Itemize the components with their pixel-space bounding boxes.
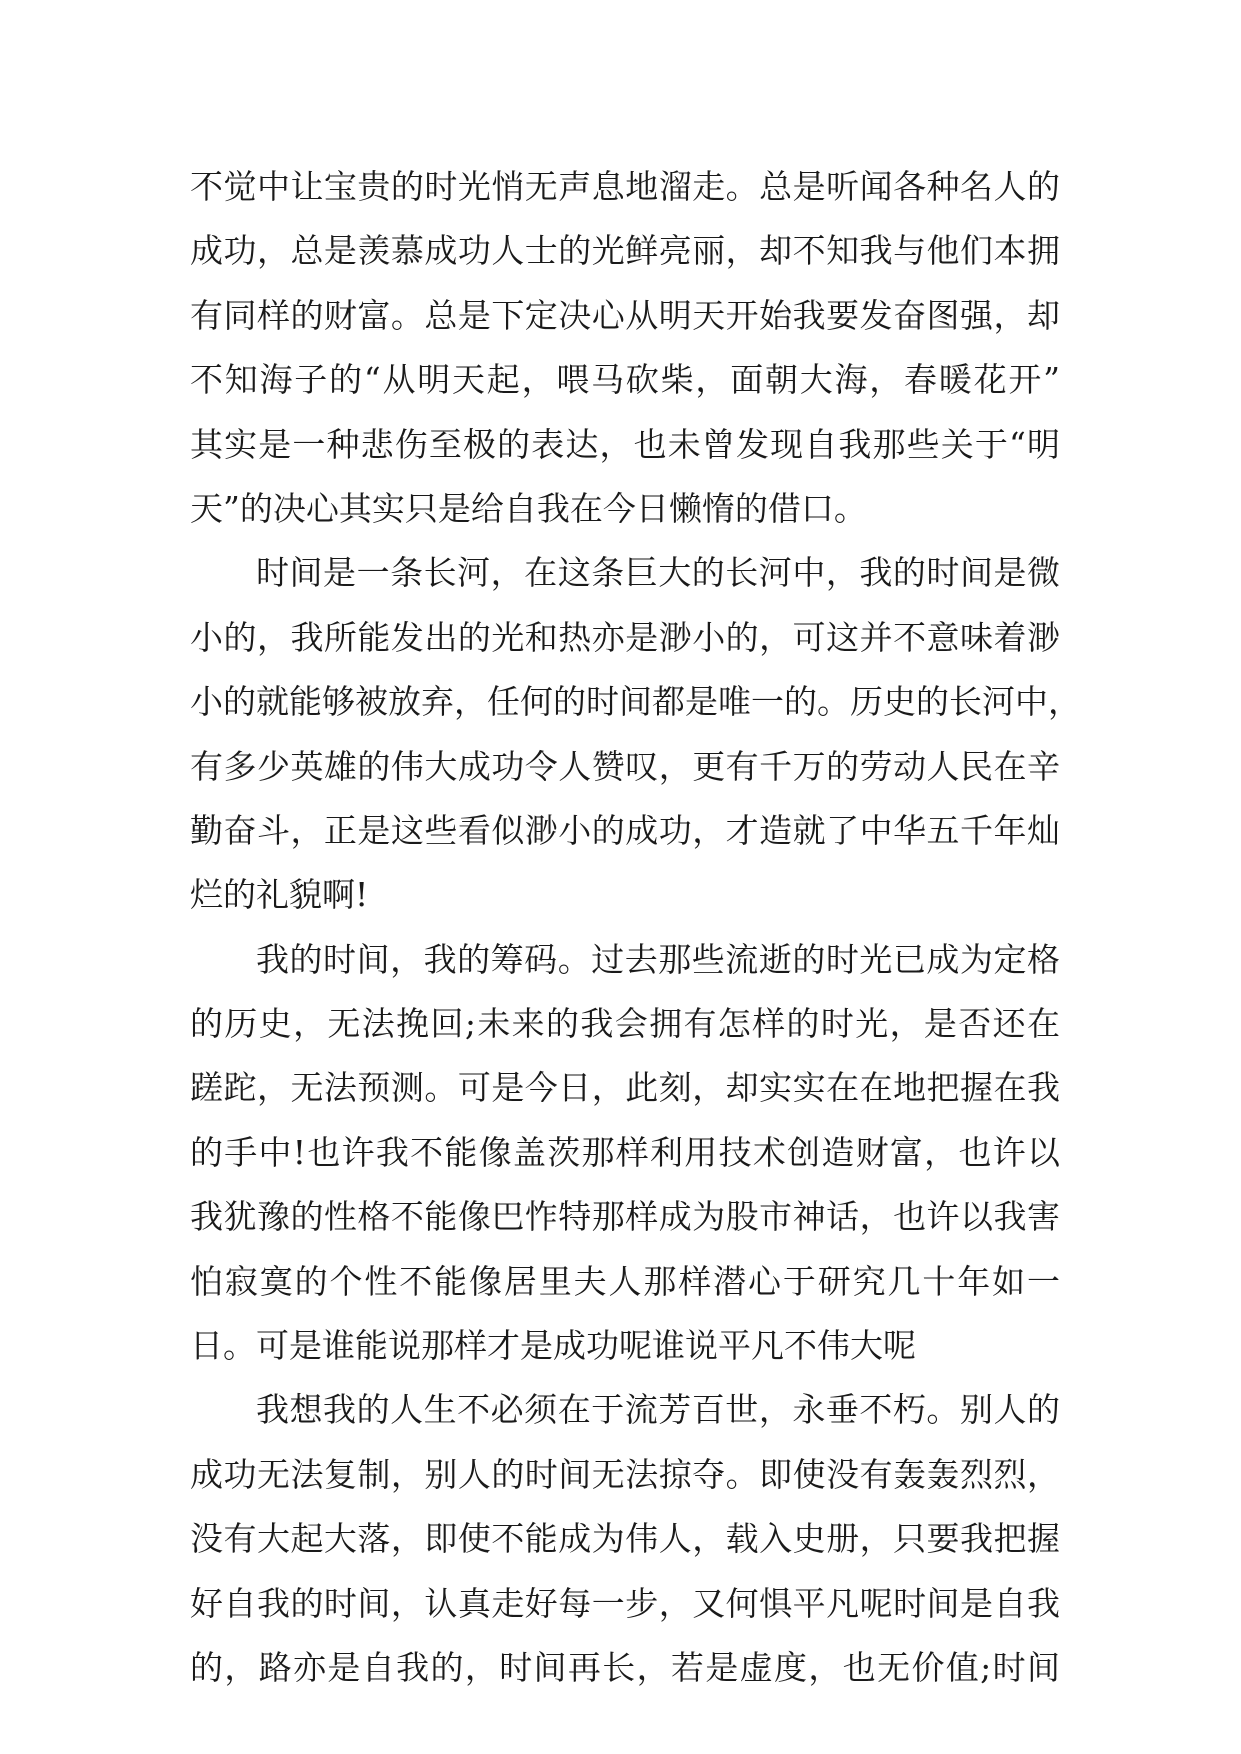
text-line: 没有大起大落，即使不能成为伟人，载入史册，只要我把握 xyxy=(190,1519,1060,1559)
text-line: 的历史，无法挽回;未来的我会拥有怎样的时光，是否还在 xyxy=(190,1004,1060,1044)
paragraph xyxy=(190,928,1060,1379)
text-line: 蹉跎，无法预测。可是今日，此刻，却实实在在地把握在我 xyxy=(190,1068,1060,1108)
text-line: 天”的决心其实只是给自我在今日懒惰的借口。 xyxy=(190,488,867,528)
text-line: 我想我的人生不必须在于流芳百世，永垂不朽。别人的 xyxy=(256,1390,1060,1430)
text-line: 怕寂寞的个性不能像居里夫人那样潜心于研究几十年如一 xyxy=(190,1261,1060,1301)
text-line: 其实是一种悲伤至极的表达，也未曾发现自我那些关于“明 xyxy=(190,424,1060,464)
text-line: 成功，总是羡慕成功人士的光鲜亮丽，却不知我与他们本拥 xyxy=(190,231,1060,271)
text-line: 小的就能够被放弃，任何的时间都是唯一的。历史的长河中， xyxy=(190,682,1081,722)
document-body xyxy=(190,155,1081,1700)
text-line: 勤奋斗，正是这些看似渺小的成功，才造就了中华五千年灿 xyxy=(190,810,1060,850)
text-line: 成功无法复制，别人的时间无法掠夺。即使没有轰轰烈烈， xyxy=(190,1454,1060,1494)
text-line: 的，路亦是自我的，时间再长，若是虚度，也无价值;时间 xyxy=(190,1647,1060,1687)
text-line: 日。可是谁能说那样才是成功呢谁说平凡不伟大呢 xyxy=(190,1326,916,1366)
paragraph xyxy=(190,541,1081,927)
text-line: 小的，我所能发出的光和热亦是渺小的，可这并不意味着渺 xyxy=(190,617,1060,657)
text-line: 我的时间，我的筹码。过去那些流逝的时光已成为定格 xyxy=(256,939,1060,979)
text-line: 烂的礼貌啊! xyxy=(190,875,369,915)
text-line: 的手中!也许我不能像盖茨那样利用技术创造财富，也许以 xyxy=(190,1132,1060,1172)
text-line: 我犹豫的性格不能像巴怍特那样成为股市神话，也许以我害 xyxy=(190,1197,1060,1237)
paragraph xyxy=(190,1378,1060,1700)
text-line: 不觉中让宝贵的时光悄无声息地溜走。总是听闻各种名人的 xyxy=(190,167,1060,206)
paragraph xyxy=(190,155,1060,541)
text-line: 好自我的时间，认真走好每一步，又何惧平凡呢时间是自我 xyxy=(190,1583,1060,1623)
text-line: 时间是一条长河，在这条巨大的长河中，我的时间是微 xyxy=(256,553,1060,593)
text-line: 有多少英雄的伟大成功令人赞叹，更有千万的劳动人民在辛 xyxy=(190,746,1060,786)
text-line: 不知海子的“从明天起，喂马砍柴，面朝大海，春暖花开” xyxy=(190,360,1060,400)
text-line: 有同样的财富。总是下定决心从明天开始我要发奋图强，却 xyxy=(190,295,1060,335)
